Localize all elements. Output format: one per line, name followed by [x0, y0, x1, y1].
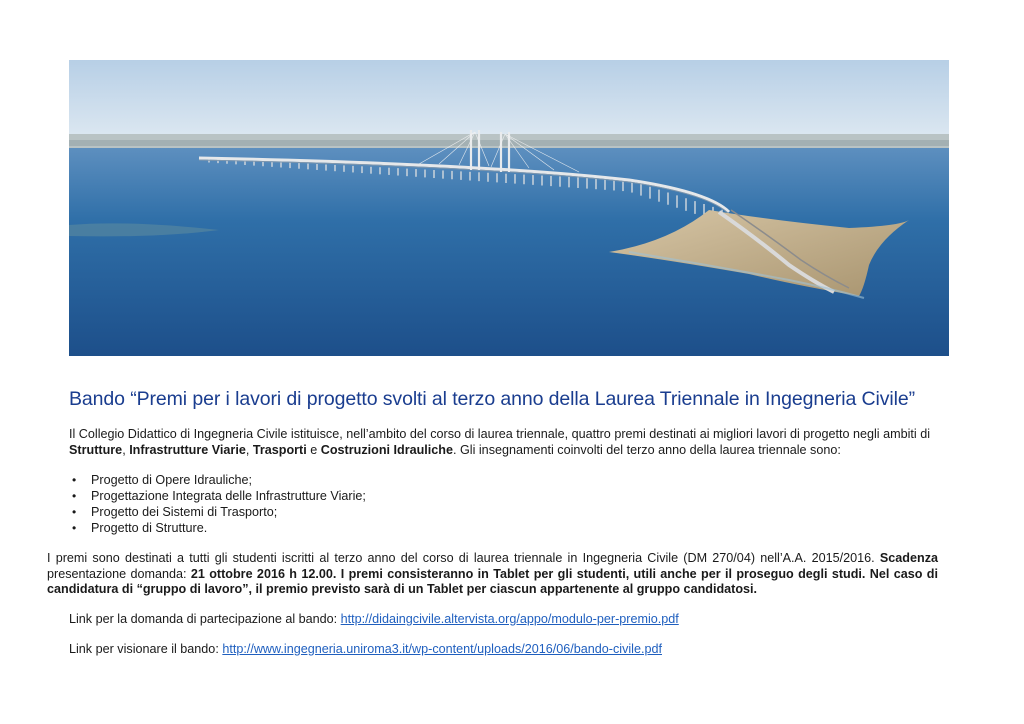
course-item: • Progetto dei Sistemi di Trasporto; [69, 504, 366, 520]
intro-sep-2: , [245, 442, 253, 457]
bridge-photo [69, 60, 949, 356]
deadline-label: Scadenza [879, 551, 938, 565]
intro-text-end: . Gli insegnamenti coinvolti del terzo anno della laurea triennale sono: [453, 442, 841, 457]
application-form-link[interactable]: http://didaingcivile.altervista.org/appo/modulo-per-premio.pdf [340, 612, 679, 626]
notice-link-line [69, 642, 662, 658]
course-item: • Progettazione Integrata delle Infrastrutture Viarie; [69, 488, 366, 504]
application-link-line [69, 612, 679, 628]
intro-sep-1: , [122, 442, 130, 457]
area-costruzioni-idrauliche: Costruzioni Idrauliche [320, 442, 453, 457]
course-item: • Progetto di Strutture. [69, 520, 366, 536]
notice-document-link[interactable]: http://www.ingegneria.uniroma3.it/wp-content/uploads/2016/06/bando-civile.pdf [222, 642, 662, 656]
eligibility-text-1: I premi sono destinati a tutti gli studenti iscritti al terzo anno del corso di laurea triennale in Ingegneria Civile (DM 270/04) nell’A.A. 2015/2016. [47, 551, 880, 565]
notice-link-label: Link per visionare il bando: [69, 642, 223, 656]
eligibility-text-2: presentazione domanda: [47, 566, 191, 581]
course-item: • Progetto di Opere Idrauliche; [69, 472, 366, 488]
application-link-label: Link per la domanda di partecipazione al bando: [69, 612, 341, 626]
eligibility-paragraph [47, 551, 938, 598]
intro-text-start: Il Collegio Didattico di Ingegneria Civile istituisce, nell’ambito del corso di laurea triennale, quattro premi destinati ai migliori lavori di progetto negli ambiti di [69, 427, 930, 441]
area-infrastrutture-viarie: Infrastrutture Viarie [129, 442, 246, 457]
hero-image [69, 60, 949, 356]
page-title: Bando “Premi per i lavori di progetto svolti al terzo anno della Laurea Triennale in Ingegneria Civile” [69, 388, 916, 410]
intro-sep-3: e [306, 442, 321, 457]
area-strutture: Strutture [69, 442, 123, 457]
deadline-and-prizes: 21 ottobre 2016 h 12.00. I premi consisteranno in Tablet per gli studenti, utili anche per il proseguo degli studi. Nel caso di candidatura di “gruppo di lavoro”, il premio previsto sarà di un Tablet per ciascun appartenente al gruppo candidatosi. [47, 566, 938, 596]
sky [69, 60, 949, 140]
area-trasporti: Trasporti [252, 442, 307, 457]
course-list [69, 472, 366, 536]
intro-paragraph [69, 427, 951, 458]
